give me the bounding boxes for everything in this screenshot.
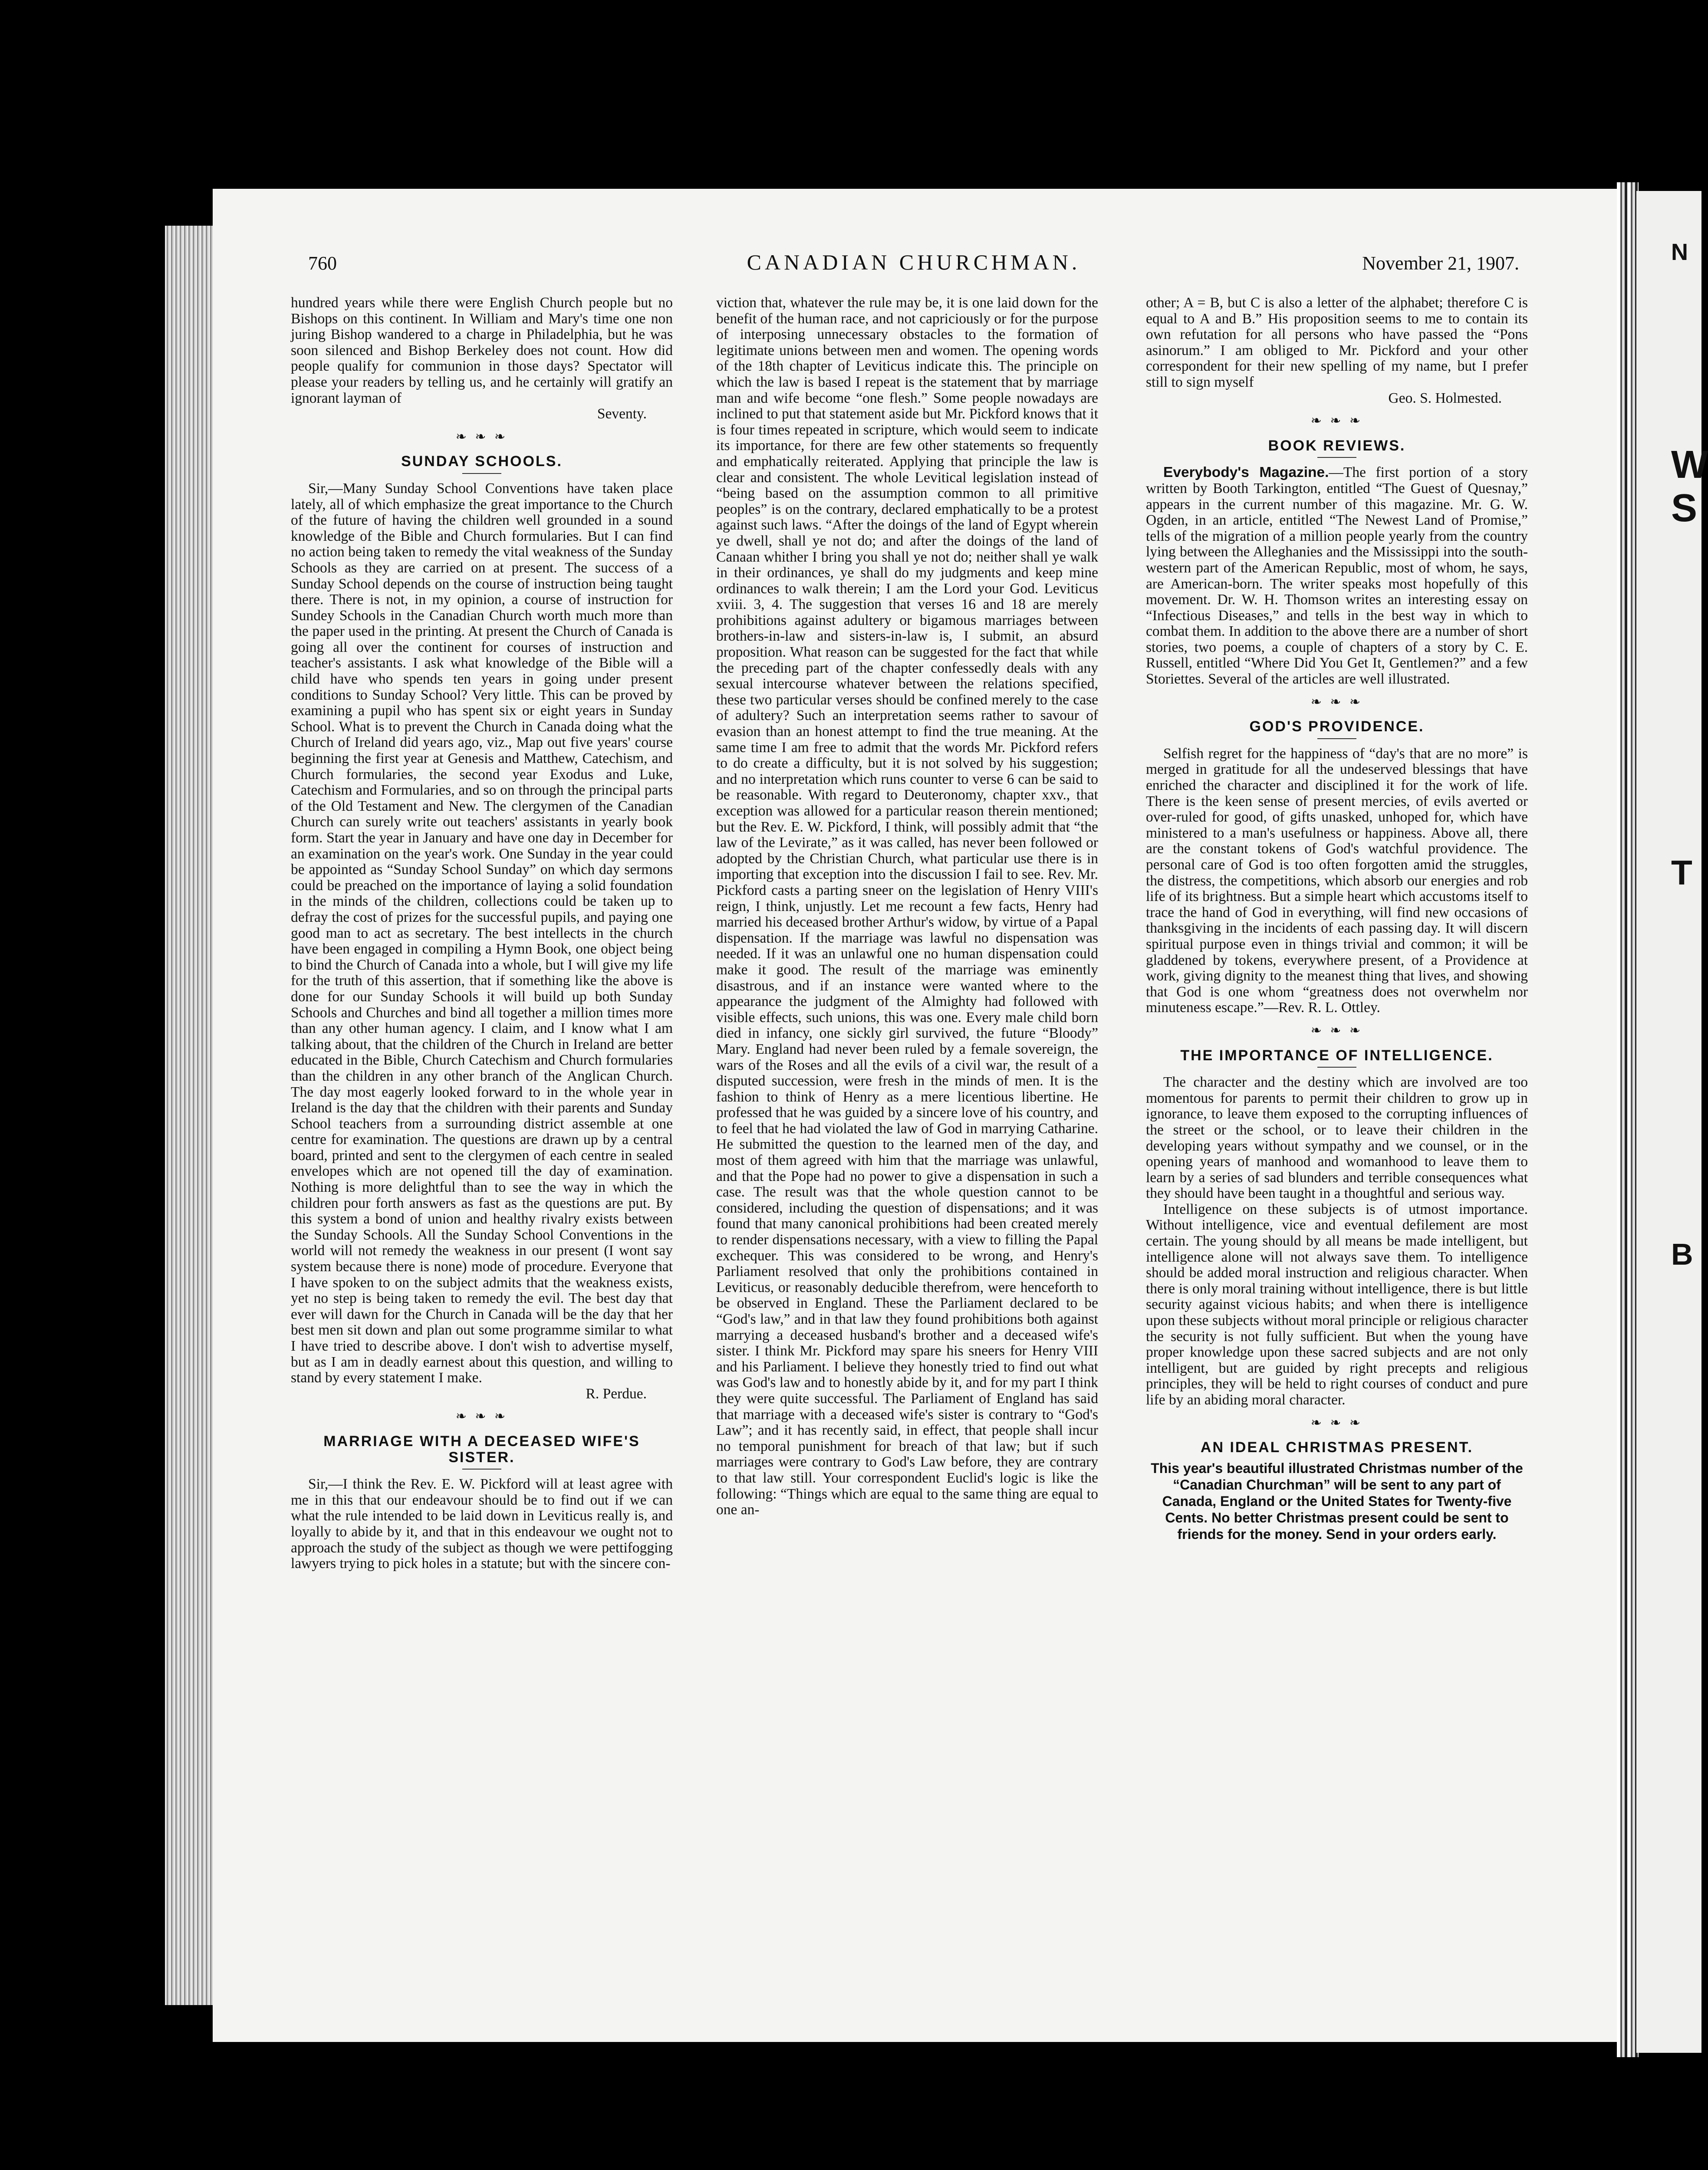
title-rule: [462, 473, 501, 474]
column-3: [1146, 295, 1528, 1542]
intelligence-title: THE IMPORTANCE OF INTELLIGENCE.: [1180, 1047, 1494, 1064]
page-number: 760: [308, 253, 337, 274]
section-ornament: ❧ ❧ ❧: [455, 1409, 508, 1424]
section-ornament: ❧ ❧ ❧: [1310, 414, 1363, 428]
christmas-title: AN IDEAL CHRISTMAS PRESENT.: [1200, 1439, 1474, 1456]
sunday-schools-title: SUNDAY SCHOOLS.: [401, 453, 563, 470]
gods-providence-body: Selfish regret for the happiness of “day's that are no more” is merged in gratitude for all the undeserved blessings that have enriched the character and disciplined it for the work of life. There is the keen sense of present mercies, of evils averted or over-ruled for good, of gifts unasked, unhoped for, which have ministered to a man's usefulness or happiness. Above all, there are the constant tokens of God's watchful providence. The personal care of God is too often forgotten amid the struggles, the distress, the competitions, which absorb our energies and rob life of its brightness. But a simple heart which accustoms itself to trace the hand of God in everything, will find new occasions of thanksgiving in the incidents of each passing day. It will discern spiritual purpose even in things trivial and common; it will be gladdened by tokens, everywhere present, of a Providence at work, giving dignity to the meanest thing that lives, and showing that God is one whom “greatness does not overwhelm nor minuteness escape.”—Rev. R. L. Ottley.: [1146, 745, 1528, 1016]
book-review-text: —The first portion of a story written by Booth Tarkington, entitled “The Guest of Quesnay,” appears in the current number of this magazine. Mr. G. W. Ogden, in an article, entitled “The Newest Land of Promise,” tells of the migration of a million people yearly from the country lying between the Alleghanies and the Mississippi into the south-western part of the American Republic, most of whom, he says, are American-born. The writer speaks most hopefully of this movement. Dr. W. H. Thomson writes an interesting essay on “Infectious Diseases,” and tells in the best way in which to combat them. In addition to the above there are a number of short stories, two poems, a couple of chapters of a story by C. E. Russell, entitled “Where Did You Get It, Gentlemen?” and a few Storiettes. Several of the articles are well illustrated.: [1146, 464, 1528, 687]
intelligence-body-1: The character and the destiny which are involved are too momentous for parents to permit their children to grow up in ignorance, to leave them exposed to the corrupting influences of the street or the school, or to leave their children in the developing years without sympathy and we counsel, or in the opening years of manhood and womanhood to leave them to learn by a series of sad blunders and terrible consequences what they should have been taught in a thoughtful and serious way.: [1146, 1074, 1528, 1202]
title-rule: [1317, 457, 1356, 458]
christmas-notice: This year's beautiful illustrated Christmas number of the “Canadian Churchman” will be sent to any part of Canada, England or the United States for Twenty-five Cents. No better Christmas present could be sent to friends for the money. Send in your orders early.: [1151, 1460, 1523, 1542]
gods-providence-title: GOD'S PROVIDENCE.: [1249, 718, 1425, 735]
facing-letter: B: [1671, 1237, 1693, 1271]
book-spine: [1617, 182, 1639, 2057]
marriage-body-end: other; A = B, but C is also a letter of the alphabet; therefore C is equal to A and B.” His proposition seems to me to contain its own refutation for all persons who have passed the “Pons asinorum.” I am obliged to Mr. Pickford and your other correspondent for their new spelling of my name, but I prefer still to sign myself: [1146, 295, 1528, 390]
section-ornament: ❧ ❧ ❧: [455, 429, 508, 444]
sunday-schools-body: Sir,—Many Sunday School Conventions have taken place lately, all of which emphasize the great importance to the Church of the future of having the children well grounded in a sound knowledge of the Bible and Church formularies. But I can find no action being taken to remedy the vital weakness of the Sunday Schools as they are carried on at present. The success of a Sunday School depends on the course of instruction being taught there. There is not, in my opinion, a course of instruction for Sundey Schools in the Canadian Church worth much more than the paper used in the printing. At present the Church of Canada is going all over the continent for courses of instruction and teacher's assistants. I ask what knowledge of the Bible will a child have who spends ten years in going under present conditions to Sunday School? Very little. This can be proved by examining a pupil who has spent six or eight years in Sunday School. What is to prevent the Church in Canada doing what the Church of Ireland did years ago, viz., Map out five years' course beginning the first year at Genesis and Matthew, Catechism, and Church formularies, the second year Exodus and Luke, Catechism and Formularies, and so on through the principal parts of the Old Testament and New. The clergymen of the Canadian Church can surely write out teachers' assistants in yearly book form. Start the year in January and have one day in December for an examination on the year's work. One Sunday in the year could be appointed as “Sunday School Sunday” on which day sermons could be preached on the importance of laying a solid foundation in the minds of the children, collections could be taken up to defray the cost of prizes for the successful pupils, and paying one good man to act as secretary. The best intellects in the church have been engaged in compiling a Hymn Book, one object being to bind the Church of Canada into a whole, but I will give my life for the truth of this assertion, that if something like the above is done for our Sunday Schools it will build up both Sunday Schools and Churches and bind all together a million times more than any other human agency. I claim, and I know what I am talking about, that the children of the Church in Ireland are better educated in the Bible, Church Catechism and Church formularies than the children in any other branch of the Anglican Church. The day most eagerly looked forward to in the whole year in Ireland is the day that the children with their parents and Sunday School teachers from a surrounding district assemble at one centre for examination. The questions are drawn up by a central board, printed and sent to the clergymen of each centre in sealed envelopes which are not opened till the day of examination. Nothing is more delightful than to see the way in which the children pour forth answers as fast as the questions are put. By this system a bond of union and healthy rivalry exists between the Sunday Schools. All the Sunday School Conventions in the world will not remedy the weakness in our present (I wont say system because there is none) mode of procedure. Everyone that I have spoken to on the subject admits that the weakness exists, yet no step is being taken to remedy the evil. The best day that ever will dawn for the Church in Canada will be the day that her best men sit down and plan out some programme similar to what I have tried to describe above. I don't wish to advertise myself, but as I am in deadly earnest about this question, and willing to stand by every statement I make.: [291, 480, 673, 1386]
facing-letter: W: [1671, 443, 1708, 487]
marriage-title: MARRIAGE WITH A DECEASED WIFE'S SISTER.: [323, 1433, 640, 1466]
facing-letter: N: [1671, 239, 1688, 265]
title-rule: [462, 1469, 501, 1470]
issue-date: November 21, 1907.: [1362, 253, 1519, 274]
letter-signature: Seventy.: [597, 406, 647, 422]
sunday-schools-signature: R. Perdue.: [586, 1385, 647, 1402]
facing-letter: T: [1671, 853, 1692, 892]
marriage-body-continued: viction that, whatever the rule may be, it is one laid down for the benefit of the human race, and not capriciously or for the purpose of interposing unnecessary obstacles to the formation of legitimate unions between men and women. The opening words of the 18th chapter of Leviticus indicate this. The principle on which the law is based I repeat is the statement that by marriage man and wife become “one flesh.” Some people nowadays are inclined to put that statement aside but Mr. Pickford knows that it is four times repeated in scripture, which would seem to indicate its importance, for there are few other statements so frequently and emphatically reiterated. Applying that principle the law is clear and consistent. The whole Levitical legislation instead of “being based on the assumption common to all primitive peoples” is on the contrary, declared emphatically to be a protest against such laws. “After the doings of the land of Egypt wherein ye dwell, shall ye not do; and after the doings of the land of Canaan whither I bring you shall ye not do; neither shall ye walk in their ordinances, ye shall do my judgments and keep mine ordinances to walk therein; I am the Lord your God. Leviticus xviii. 3, 4. The suggestion that verses 16 and 18 are merely prohibitions against adultery or bigamous marriages between brothers-in-law and sisters-in-law is, I submit, an absurd proposition. What reason can be suggested for the fact that while the preceding part of the chapter confessedly deals with any sexual intercourse whatever between the relations specified, these two particular verses should be confined merely to the case of adultery? Such an interpretation seems rather to savour of evasion than an honest attempt to find the true meaning. At the same time I am free to admit that the words Mr. Pickford refers to do create a difficulty, but it is not solved by his suggestion; and no interpretation which runs counter to verse 6 can be said to be reasonable. With regard to Deuteronomy, chapter xxv., that exception was allowed for a particular reason therein mentioned; but the Rev. E. W. Pickford, I think, will possibly admit that “the law of the Levirate,” as it was called, has never been followed or adopted by the Christian Church, what particular use there is in importing that exception into the discussion I fail to see. Rev. Mr. Pickford casts a parting sneer on the legislation of Henry VIII's reign, I think, unjustly. Let me recount a few facts, Henry had married his deceased brother Arthur's widow, by virtue of a Papal dispensation. If the marriage was lawful no dispensation was needed. If it was an unlawful one no human dispensation could make it good. The result of the marriage was eminently disastrous, and if an instance were wanted where to the appearance the judgment of the Almighty had followed with visible effects, such unions, this was one. Every male child born died in infancy, one sickly girl survived, the future “Bloody” Mary. England had never been ruled by a female sovereign, the wars of the Roses and all the evils of a civil war, the result of a disputed succession, were fresh in the minds of men. It is the fashion to think of Henry as a mere licentious libertine. He professed that he was guided by a sincere love of his country, and to feel that he had violated the law of God in marrying Catharine. He submitted the question to the learned men of the day, and most of them agreed with him that the marriage was unlawful, and that the Pope had no power to give a dispensation in such a case. The result was that the whole question cannot to be considered, including the question of dispensations; and it was found that many canonical prohibitions had been created merely to render dispensations necessary, with a view to filling the Papal exchequer. This was considered to be wrong, and Henry's Parliament resolved that only the prohibitions contained in Leviticus, or reasonably deducible therefrom, were henceforth to be observed in England. These the Parliament declared to be “God's law,” and in that law they found prohibitions both against marrying a deceased husband's brother and a deceased wife's sister. I think Mr. Pickford may spare his sneers for Henry VIII and his Parliament. I believe they honestly tried to find out what was God's law and to honestly abide by it, and for my part I think they were quite successful. The Parliament of England has said that marriage with a deceased wife's sister is contrary to “God's Law”; and it has recently said, in effect, that people shall incur no temporal punishment for breach of that law; but if such marriages were contrary to God's Law before, they are contrary to that law still. Your correspondent Euclid's logic is like the following: “Things which are equal to the same thing are equal to one an-: [716, 295, 1098, 1518]
facing-page-fragment: [1636, 191, 1708, 2053]
book-reviews-body: [1146, 465, 1528, 687]
column-2: [716, 295, 1098, 1518]
page-header: [308, 250, 1519, 284]
title-rule: [1317, 1067, 1356, 1068]
marriage-signature: Geo. S. Holmested.: [1388, 390, 1502, 406]
section-ornament: ❧ ❧ ❧: [1310, 1023, 1363, 1038]
journal-title: CANADIAN CHURCHMAN.: [747, 250, 1081, 274]
facing-letter: S: [1671, 487, 1698, 530]
book-reviews-title: BOOK REVIEWS.: [1268, 437, 1406, 454]
page-edges: [165, 226, 213, 2005]
marriage-body-start: Sir,—I think the Rev. E. W. Pickford will at least agree with me in this that our endeavour should be to find out if we can what the rule intended to be laid down in Leviticus really is, and loyally to abide by it, and that in this endeavour we ought not to approach the study of the subject as though we were pettifogging lawyers trying to pick holes in a statute; but with the sincere con-: [291, 1476, 673, 1572]
letter-intro-text: hundred years while there were English Church people but no Bishops on this continent. In William and Mary's time one non juring Bishop wandered to a charge in Philadelphia, but he was soon silenced and Bishop Berkeley does not count. How did people qualify for communion in those days? Spectator will please your readers by telling us, and he certainly will gratify an ignorant layman of: [291, 295, 673, 406]
column-1: [291, 295, 673, 1572]
intelligence-body-2: Intelligence on these subjects is of utmost importance. Without intelligence, vice and eventual defilement are most certain. The young should by all means be made intelligent, but intelligence alone will not always save them. To intelligence should be added moral instruction and religious character. When there is only moral training without intelligence, there is but little security against vicious habits; and when there is intelligence upon these subjects without moral principle or religious character the security is not fully sufficient. But when the young have proper knowledge upon these sacred subjects and are not only intelligent, but are guided by right precepts and religious principles, they will be held to right courses of conduct and pure life by an abiding moral character.: [1146, 1201, 1528, 1408]
title-rule: [1317, 738, 1356, 739]
section-ornament: ❧ ❧ ❧: [1310, 694, 1363, 709]
book-review-lede: Everybody's Magazine.: [1163, 464, 1329, 481]
section-ornament: ❧ ❧ ❧: [1310, 1415, 1363, 1430]
